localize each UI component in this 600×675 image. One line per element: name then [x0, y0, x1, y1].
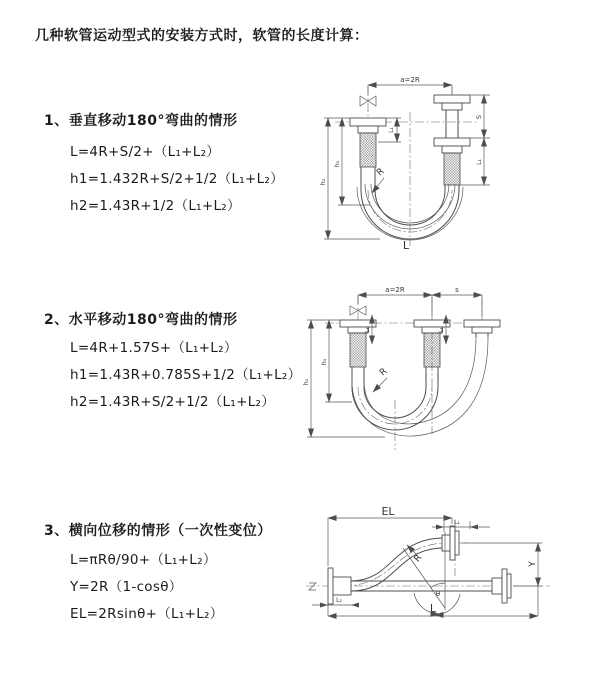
top-dimension: [368, 76, 452, 94]
dim-label-h2: h₂: [319, 178, 327, 186]
angle-label: θ: [435, 590, 441, 598]
dim-label-l1-left: L₁: [388, 127, 395, 133]
section2-formula-L: L=4R+1.57S+（L₁+L₂）: [70, 340, 238, 356]
dim-label-h1: h₁: [320, 358, 328, 366]
dim-label-h1: h₁: [333, 160, 341, 168]
dim-label-l2: L₂: [336, 597, 342, 604]
dim-label-el: EL: [381, 505, 395, 518]
section1-formula-h1: h1=1.432R+S/2+1/2（L₁+L₂）: [70, 171, 284, 187]
dim-label-l: L: [429, 602, 437, 615]
radius-label: R: [378, 366, 390, 379]
dim-label-h2: h₂: [302, 378, 310, 386]
section2-formula-h1: h1=1.43R+0.785S+1/2（L₁+L₂）: [70, 367, 302, 383]
length-label: L: [402, 239, 410, 252]
section3-formula-L: L=πRθ/90+（L₁+L₂）: [70, 552, 217, 568]
section1-heading: 1、垂直移动180°弯曲的情形: [44, 113, 238, 129]
left-pipe-assembly: [350, 118, 386, 190]
dim-label-s: s: [455, 286, 459, 294]
dim-label-l1-left: L₁: [364, 327, 371, 333]
section1-formula-L: L=4R+S/2+（L₁+L₂）: [70, 144, 221, 160]
section3-heading: 3、横向位移的情形（一次性变位）: [44, 523, 272, 539]
dim-label-l1: L₁: [454, 519, 460, 526]
top-dimension: [358, 286, 482, 316]
el-dimension: [328, 505, 452, 566]
l1-dimension: [432, 519, 490, 532]
radius-callout: [373, 367, 389, 392]
dim-label-a2r: a=2R: [385, 286, 405, 294]
radius-label: R: [375, 166, 387, 179]
diagram-horizontal-180-bend: [295, 282, 580, 462]
diagram-lateral-displacement: [298, 498, 585, 658]
l2-dimension: [312, 597, 359, 608]
right-pipe-assembly: [464, 320, 500, 337]
left-dimensions: [302, 320, 385, 437]
radius-callout: [372, 167, 386, 193]
dim-label-l1-mid: L₁: [438, 327, 445, 333]
diagram-vertical-180-bend: [300, 72, 580, 257]
dim-label-y: Y: [528, 561, 538, 567]
dim-label-s: S: [475, 114, 483, 120]
section3-formula-Y: Y=2R（1-cosθ）: [70, 579, 183, 595]
section2-heading: 2、水平移动180°弯曲的情形: [44, 312, 238, 328]
page-title: 几种软管运动型式的安装方式时，软管的长度计算：: [35, 28, 369, 44]
dim-label-a2r: a=2R: [400, 76, 420, 84]
section3-formula-EL: EL=2Rsinθ+（L₁+L₂）: [70, 606, 224, 622]
radius-label: R: [412, 553, 425, 565]
radius-callout: [407, 545, 424, 564]
centerline-break-mark: [309, 583, 316, 590]
dim-label-l1-right: L₁: [476, 159, 483, 165]
section1-formula-h2: h2=1.43R+1/2（L₁+L₂）: [70, 198, 241, 214]
right-pipe-assembly: [434, 95, 470, 190]
section2-formula-h2: h2=1.43R+S/2+1/2（L₁+L₂）: [70, 394, 276, 410]
hose-u-bend: [352, 337, 488, 436]
